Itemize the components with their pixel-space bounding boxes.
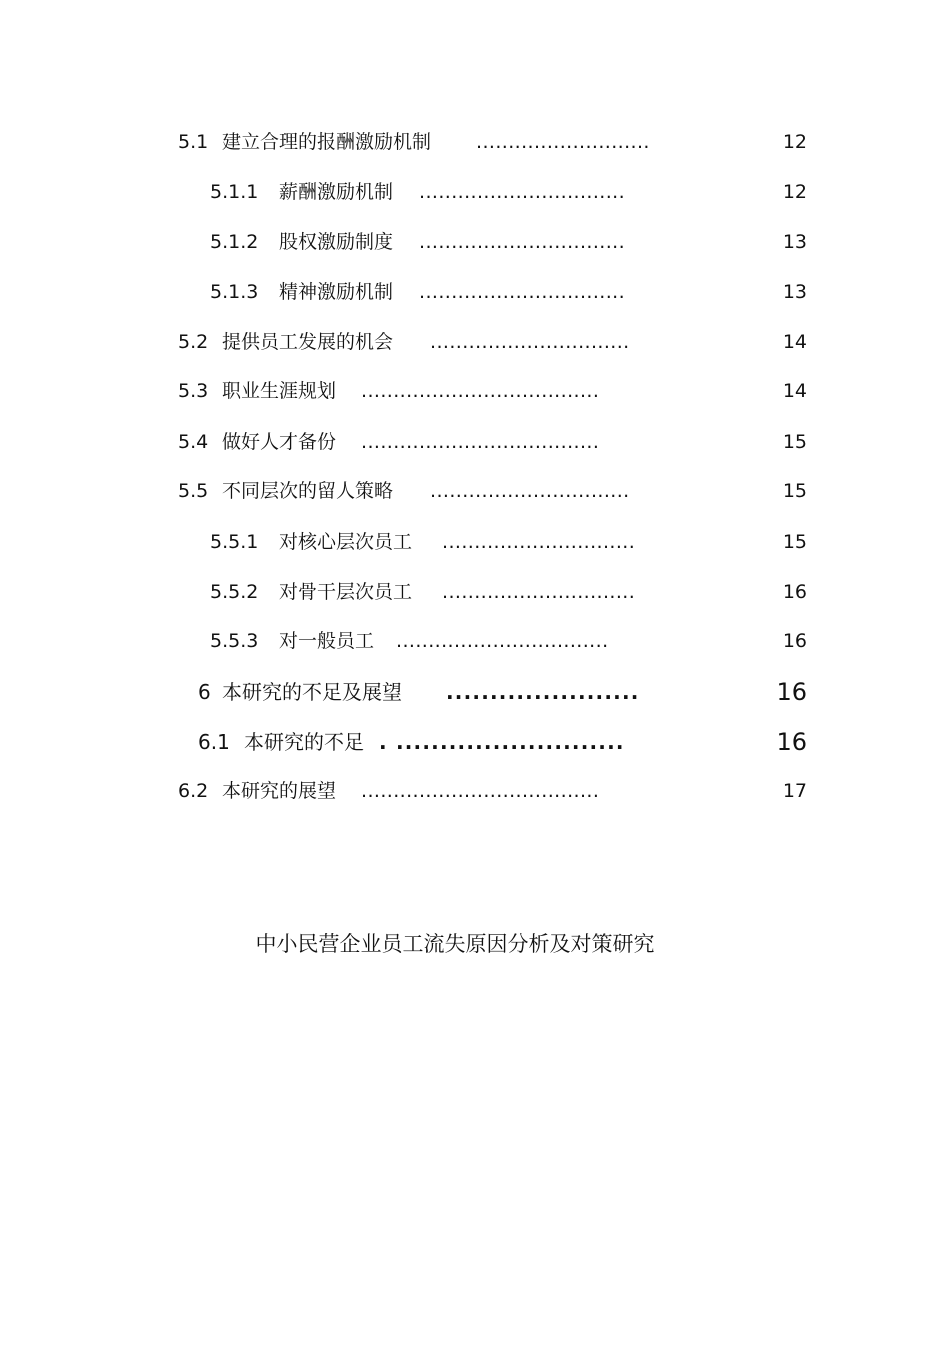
toc-page-number: 16 (776, 728, 807, 756)
toc-page-number: 13 (782, 231, 807, 253)
toc-entry-5-5-1[interactable] (0, 527, 950, 557)
document-title: 中小民营企业员工流失原因分析及对策研究 (255, 932, 655, 956)
toc-entry-number: 5.5 (178, 480, 209, 502)
toc-entry-number: 5.3 (178, 380, 209, 402)
toc-dot-leader: ................................. (396, 630, 609, 652)
toc-page-number: 14 (782, 331, 807, 353)
toc-entry-title: 职业生涯规划 (222, 380, 337, 402)
toc-entry-5-5-2[interactable] (0, 577, 950, 607)
toc-dot-leader: ........................... (476, 131, 650, 153)
toc-dot-leader: ..................................... (361, 380, 600, 402)
toc-dot-leader: .............................. (442, 531, 636, 553)
toc-entry-title: 提供员工发展的机会 (222, 331, 394, 353)
toc-page-number: 16 (782, 630, 807, 652)
toc-entry-title: 建立合理的报酬激励机制 (222, 131, 432, 153)
toc-dot-leader: ............................... (430, 331, 630, 353)
toc-page-number: 16 (782, 581, 807, 603)
toc-entry-title: 薪酬激励机制 (279, 181, 394, 203)
toc-entry-6-2[interactable] (0, 776, 950, 806)
toc-dot-leader: ...................... (446, 680, 640, 704)
toc-entry-number: 5.4 (178, 431, 209, 453)
toc-entry-5-1[interactable] (0, 127, 950, 157)
toc-entry-number: 5.5.2 (210, 581, 259, 603)
toc-page-number: 12 (782, 131, 807, 153)
toc-entry-title: 对一般员工 (279, 630, 375, 652)
toc-entry-5-1-2[interactable] (0, 227, 950, 257)
toc-entry-title: 对核心层次员工 (279, 531, 413, 553)
toc-dot-leader: ................................ (419, 181, 626, 203)
toc-entry-title: 精神激励机制 (279, 281, 394, 303)
toc-page-number: 15 (782, 480, 807, 502)
toc-entry-5-1-1[interactable] (0, 177, 950, 207)
toc-entry-number: 5.1.3 (210, 281, 259, 303)
toc-dot-leader: ................................ (419, 231, 626, 253)
toc-entry-number: 6.2 (178, 780, 209, 802)
toc-entry-number: 5.1 (178, 131, 209, 153)
toc-dot-leader: ..................................... (361, 431, 600, 453)
toc-entry-number: 5.2 (178, 331, 209, 353)
toc-page-number: 16 (776, 678, 807, 706)
toc-entry-5-3[interactable] (0, 376, 950, 406)
toc-entry-title: 股权激励制度 (279, 231, 394, 253)
toc-entry-title: 本研究的不足 (244, 730, 364, 754)
toc-page-number: 15 (782, 531, 807, 553)
toc-entry-5-1-3[interactable] (0, 277, 950, 307)
toc-dot-leader: ................................ (419, 281, 626, 303)
toc-entry-title: 不同层次的留人策略 (222, 480, 394, 502)
toc-entry-6[interactable] (0, 675, 950, 709)
toc-page-number: 14 (782, 380, 807, 402)
toc-dot-leader: ............................... (430, 480, 630, 502)
toc-dot-leader: . .......................... (379, 730, 625, 754)
toc-entry-title: 本研究的不足及展望 (222, 680, 402, 704)
toc-entry-number: 6.1 (198, 730, 230, 754)
toc-entry-number: 5.5.1 (210, 531, 259, 553)
toc-entry-title: 做好人才备份 (222, 431, 337, 453)
toc-entry-5-4[interactable] (0, 427, 950, 457)
toc-page-number: 13 (782, 281, 807, 303)
toc-page-number: 15 (782, 431, 807, 453)
toc-entry-5-5-3[interactable] (0, 626, 950, 656)
toc-entry-title: 对骨干层次员工 (279, 581, 413, 603)
toc-entry-number: 6 (198, 680, 211, 704)
toc-entry-number: 5.1.2 (210, 231, 259, 253)
toc-page-number: 17 (782, 780, 807, 802)
toc-entry-6-1[interactable] (0, 725, 950, 759)
toc-entry-number: 5.5.3 (210, 630, 259, 652)
toc-page-number: 12 (782, 181, 807, 203)
toc-entry-number: 5.1.1 (210, 181, 259, 203)
toc-entry-title: 本研究的展望 (222, 780, 337, 802)
toc-dot-leader: .............................. (442, 581, 636, 603)
toc-entry-5-2[interactable] (0, 327, 950, 357)
toc-entry-5-5[interactable] (0, 476, 950, 506)
toc-dot-leader: ..................................... (361, 780, 600, 802)
